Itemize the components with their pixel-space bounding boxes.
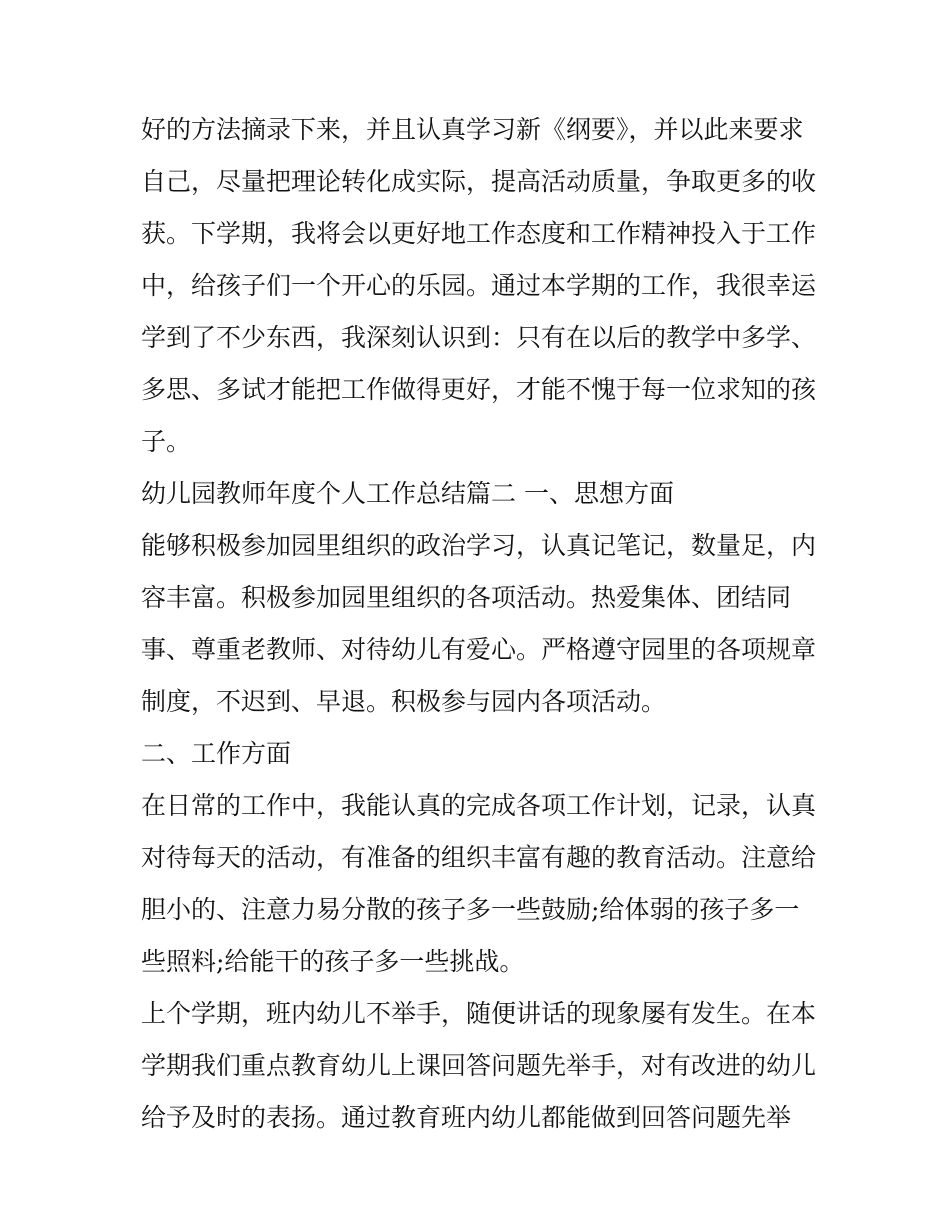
text-line: 上个学期，班内幼儿不举手，随便讲话的现象屡有发生。在本	[141, 999, 817, 1028]
text-line: 些照料;给能干的孩子多一些挑战。	[141, 947, 525, 976]
text-line: 对待每天的活动，有准备的组织丰富有趣的教育活动。注意给	[141, 843, 817, 872]
section-heading: 二、工作方面	[141, 739, 292, 768]
text-line: 学到了不少东西，我深刻认识到：只有在以后的教学中多学、	[141, 323, 817, 352]
document-body	[141, 104, 821, 1144]
text-line: 容丰富。积极参加园里组织的各项活动。热爱集体、团结同	[141, 583, 792, 612]
text-line: 获。下学期，我将会以更好地工作态度和工作精神投入于工作	[141, 219, 817, 248]
text-line: 制度，不迟到、早退。积极参与园内各项活动。	[141, 687, 667, 716]
text-line: 多思、多试才能把工作做得更好，才能不愧于每一位求知的孩	[141, 375, 817, 404]
text-line: 好的方法摘录下来，并且认真学习新《纲要》，并以此来要求	[141, 115, 804, 144]
text-line: 给予及时的表扬。通过教育班内幼儿都能做到回答问题先举	[141, 1103, 792, 1132]
text-line: 中，给孩子们一个开心的乐园。通过本学期的工作，我很幸运	[141, 271, 817, 300]
text-line: 事、尊重老教师、对待幼儿有爱心。严格遵守园里的各项规章	[141, 635, 817, 664]
text-line: 子。	[141, 427, 192, 456]
section-heading: 幼儿园教师年度个人工作总结篇二 一、思想方面	[141, 479, 674, 508]
text-line: 胆小的、注意力易分散的孩子多一些鼓励;给体弱的孩子多一	[141, 895, 800, 924]
text-line: 学期我们重点教育幼儿上课回答问题先举手，对有改进的幼儿	[141, 1051, 817, 1080]
text-line: 自己，尽量把理论转化成实际，提高活动质量，争取更多的收	[141, 167, 817, 196]
text-line: 能够积极参加园里组织的政治学习，认真记笔记，数量足，内	[141, 531, 817, 560]
text-line: 在日常的工作中，我能认真的完成各项工作计划，记录，认真	[141, 791, 817, 820]
